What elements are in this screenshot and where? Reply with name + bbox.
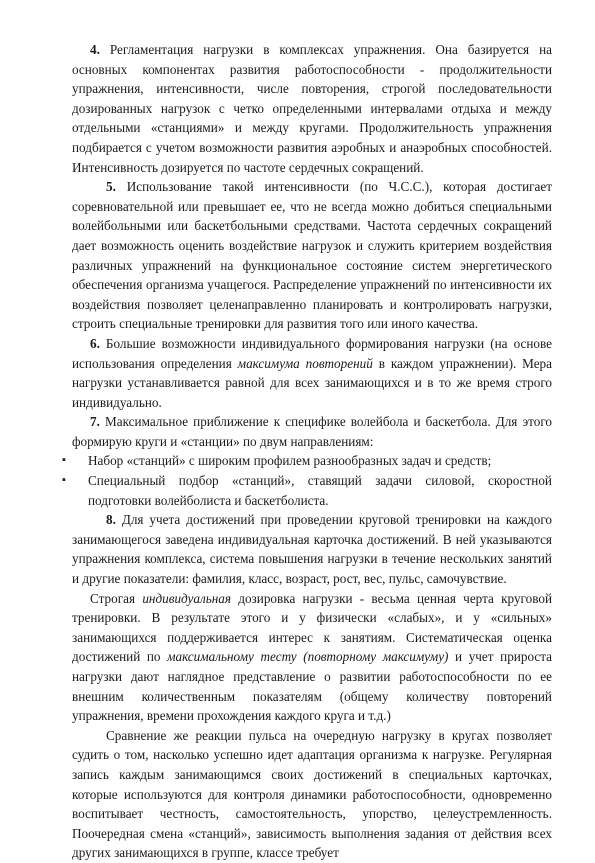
paragraph-5: [72, 177, 552, 334]
paragraph-4-text: Регламентация нагрузки в комплексах упражнения. Она базируется на основных компонентах развития работоспособности - продолжительности упражнения, интенсивности, числе повторения, строгой последовательности дозированных нагрузок с четко определенными интервалами отдыха и между отдельными «станциями» и между кругами. Продолжительность упражнения подбирается с учетом возможности развития аэробных и анаэробных способностей. Интенсивность дозируется по частоте сердечных сокращений.: [72, 42, 552, 175]
paragraph-4-number: 4.: [90, 42, 100, 57]
paragraph-10: [72, 726, 552, 863]
paragraph-5-number: 5.: [106, 179, 116, 195]
paragraph-9-text-c: и учет прироста нагрузки дают наглядное представление о развитии работоспособности по ее внешним количественным показателям (общему количеству повторений упражнения, времени прохождения каждого круга и т.д.): [72, 649, 552, 724]
paragraph-9-emphasis-a: индивидуальная: [142, 590, 231, 606]
paragraph-7: [72, 412, 552, 451]
list-item: [62, 471, 552, 510]
bullet-marker-icon: ▪: [62, 454, 66, 467]
paragraph-6-number: 6.: [90, 335, 100, 351]
document-page: [62, 40, 553, 863]
paragraph-6-text-b: в каждом упражнении). Мера нагрузки устанавливается равной для всех занимающихся и в то же время строго индивидуально.: [72, 355, 552, 410]
paragraph-8-number: 8.: [106, 512, 116, 528]
paragraph-8: [72, 510, 552, 588]
paragraph-5-text: Использование такой интенсивности (по Ч.С.С.), которая достигает соревновательной или превышает ее, что не всегда можно добиться специальными волейбольными или баскетбольными средствами. Частота сердечных сокращений дает возможность оценить воздействие нагрузок и служить критерием воздействия различных упражнений на функциональное состояние систем энергетического обеспечения организма учащегося. Распределение упражнений по интенсивности их воздействия позволяет целенаправленно планировать и контролировать нагрузки, строить специальные тренировки для развития того или иного качества.: [72, 179, 553, 332]
bullet-marker-icon: ▪: [62, 474, 66, 487]
paragraph-6: [72, 334, 552, 412]
list-item: [62, 451, 552, 471]
paragraph-6-emphasis: максимума повторений: [237, 355, 373, 371]
bullet-list: [62, 451, 552, 510]
list-item-text: Набор «станций» с широким профилем разнообразных задач и средств;: [88, 453, 492, 469]
paragraph-9-text-b: дозировка нагрузки - весьма ценная черта круговой тренировки. В результате этого и у физически «слабых», и у «сильных» занимающихся поддерживается интерес к занятиям. Систематическая оценка достижений по: [72, 590, 552, 665]
list-item-text: Специальный подбор «станций», ставящий задачи силовой, скоростной подготовки волейболиста и баскетболиста.: [88, 473, 552, 508]
paragraph-10-text: Сравнение же реакции пульса на очередную нагрузку в кругах позволяет судить о том, насколько успешно идет адаптация организма к нагрузке. Регулярная запись каждым занимающимся своих достижений в специальных карточках, которые используются для контроля динамики работоспособности, одновременно воспитывает честность, самостоятельность, упорство, целеустремленность. Поочередная смена «станций», зависимость выполнения задания от действия всех других занимающихся в группе, классе требует: [72, 727, 552, 861]
paragraph-7-text: Максимальное приближение к специфике волейбола и баскетбола. Для этого формирую круги и «станции» по двум направлениям:: [72, 414, 552, 449]
paragraph-4: [72, 40, 552, 177]
paragraph-9-text-a: Строгая: [90, 590, 143, 606]
paragraph-6-text-a: Большие возможности индивидуального формирования нагрузки (на основе использования определения: [72, 335, 552, 371]
paragraph-8-text: Для учета достижений при проведении круговой тренировки на каждого занимающегося заведена индивидуальная карточка достижений. В ней указываются упражнения комплекса, система повышения нагрузки в течение нескольких занятий и другие показатели: фамилия, класс, возраст, рост, вес, пульс, самочувствие.: [72, 512, 553, 587]
paragraph-9: [72, 589, 552, 726]
paragraph-7-number: 7.: [90, 414, 100, 430]
paragraph-9-emphasis-b: максимальному тесту (повторному максимуму): [167, 649, 449, 665]
